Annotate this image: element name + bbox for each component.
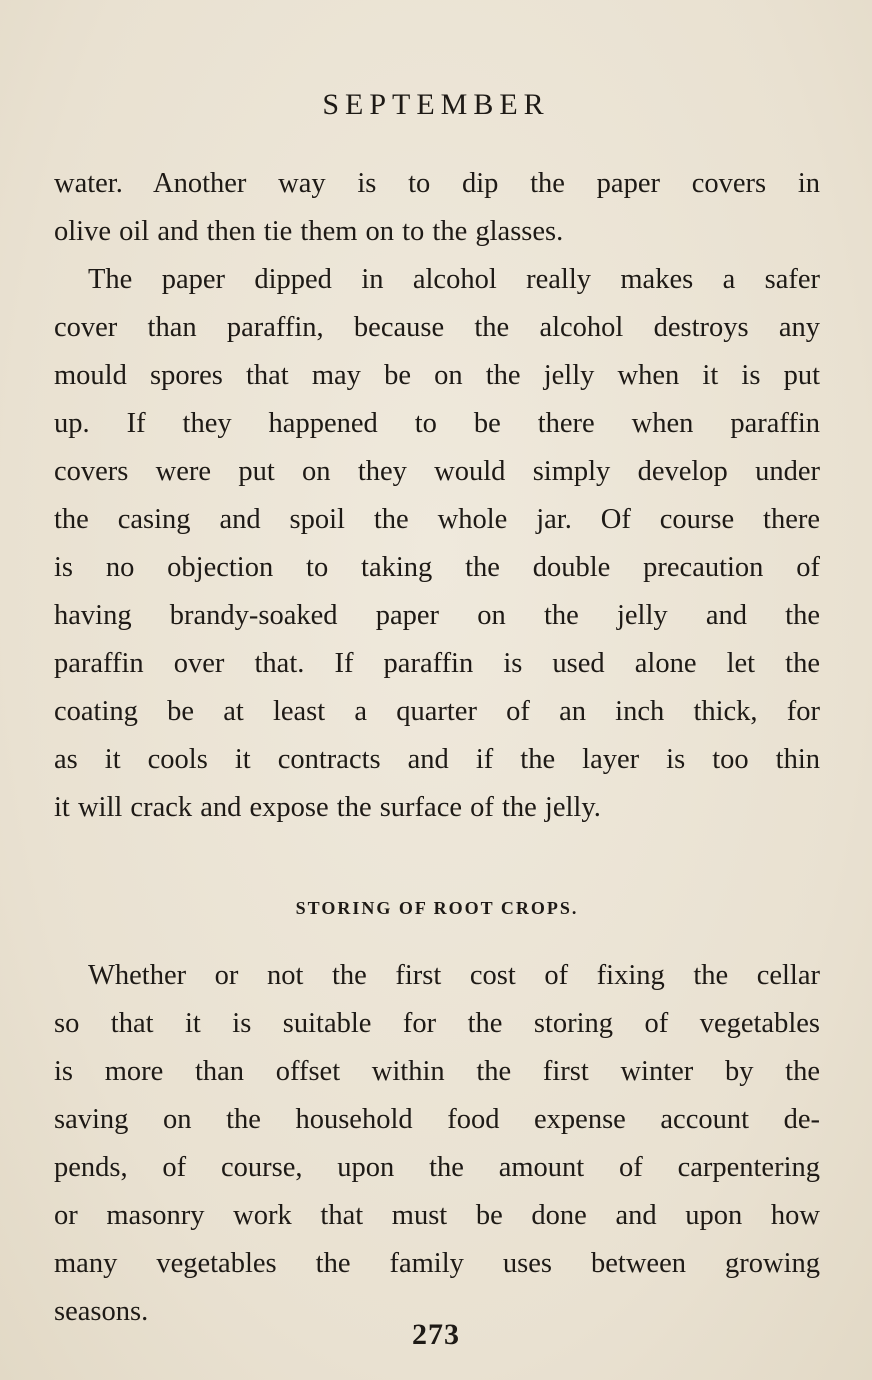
text-line: olive oil and then tie them on to the glasses. [54,216,564,247]
paragraph [54,952,820,1336]
text-line: as it cools it contracts and if the layer is too thin [54,744,820,775]
body-text [54,160,820,1336]
text-line: paraffin over that. If paraffin is used alone let the [54,648,820,679]
text-line: saving on the household food expense account de- [54,1104,820,1135]
text-line: so that it is suitable for the storing of vegetables [54,1008,820,1039]
text-line: pends, of course, upon the amount of carpentering [54,1152,820,1183]
text-line: up. If they happened to be there when paraffin [54,408,820,439]
page-number: 273 [412,1318,460,1351]
text-line: coating be at least a quarter of an inch thick, for [54,696,820,727]
paragraph [54,256,820,832]
text-line: cover than paraffin, because the alcohol destroys any [54,312,820,343]
text-line: covers were put on they would simply develop under [54,456,820,487]
text-line: it will crack and expose the surface of the jelly. [54,792,601,823]
text-line: is no objection to taking the double precaution of [54,552,820,583]
paragraph [54,160,820,256]
text-line: or masonry work that must be done and upon how [54,1200,820,1231]
text-line: many vegetables the family uses between growing [54,1248,820,1279]
text-line: water. Another way is to dip the paper covers in [54,168,820,199]
running-head: SEPTEMBER [322,88,550,121]
text-line: having brandy-soaked paper on the jelly and the [54,600,820,631]
text-line: is more than offset within the first winter by the [54,1056,820,1087]
text-line: The paper dipped in alcohol really makes a safer [88,264,820,295]
text-line: mould spores that may be on the jelly when it is put [54,360,820,391]
section-title: STORING OF ROOT CROPS. [295,898,579,918]
text-line: Whether or not the first cost of fixing the cellar [88,960,820,991]
text-line: the casing and spoil the whole jar. Of course there [54,504,820,535]
text-line: seasons. [54,1296,149,1327]
